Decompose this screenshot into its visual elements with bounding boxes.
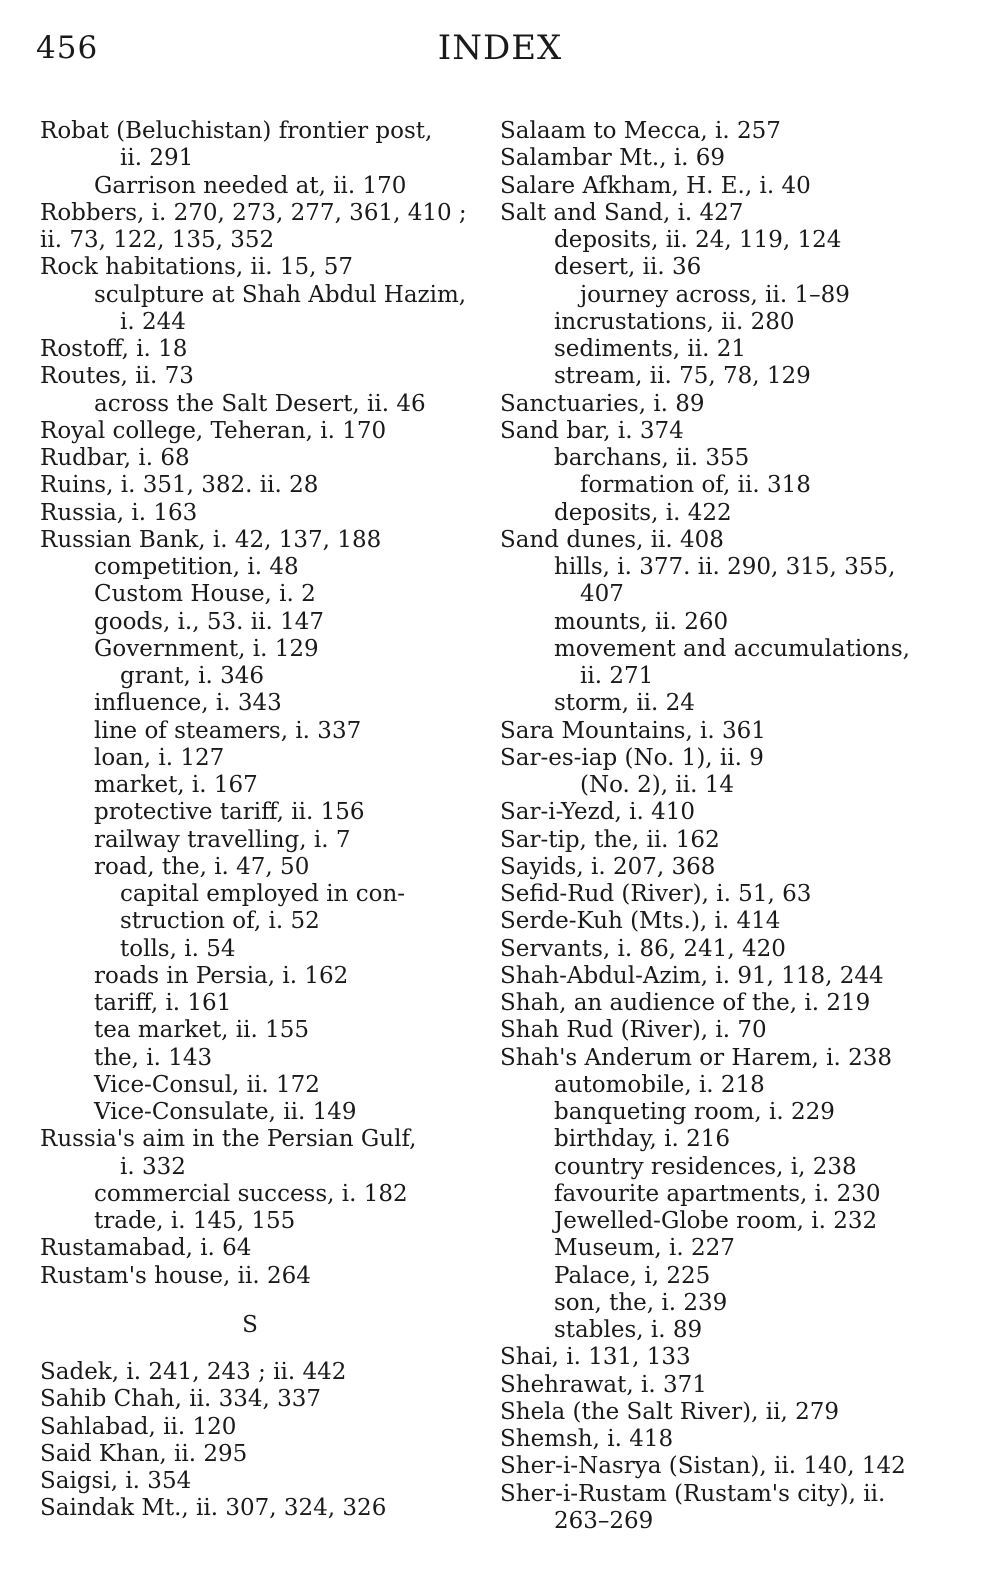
index-entry: market, i. 167 <box>94 772 258 798</box>
index-entry: Saigsi, i. 354 <box>40 1468 192 1494</box>
index-entries-r <box>40 118 480 1290</box>
index-entry: roads in Persia, i. 162 <box>94 962 349 989</box>
index-entry: Sahib Chah, ii. 334, 337 <box>40 1386 321 1413</box>
index-entry: birthday, i. 216 <box>554 1126 731 1153</box>
index-entry: Rustamabad, i. 64 <box>40 1235 252 1262</box>
index-entry: Jewelled-Globe room, i. 232 <box>554 1208 878 1234</box>
index-entry: Sayids, i. 207, 368 <box>500 853 716 880</box>
index-entry: favourite apartments, i. 230 <box>554 1180 881 1207</box>
index-entry: tea market, ii. 155 <box>94 1017 310 1044</box>
index-entry: Rostoff, i. 18 <box>40 336 188 362</box>
index-entry: hills, i. 377. ii. 290, 315, 355, <box>554 554 896 580</box>
index-entry: struction of, i. 52 <box>120 908 320 935</box>
index-entry: Vice-Consul, ii. 172 <box>94 1071 320 1098</box>
index-entries-s <box>40 1359 480 1523</box>
index-entry: goods, i., 53. ii. 147 <box>94 608 324 635</box>
index-entry: Palace, i, 225 <box>554 1262 711 1289</box>
index-entry: Sar-i-Yezd, i. 410 <box>500 799 695 826</box>
index-entry: Sefid-Rud (River), i. 51, 63 <box>500 881 812 907</box>
index-entry: mounts, ii. 260 <box>554 608 729 635</box>
index-entry: capital employed in con- <box>120 881 406 907</box>
index-entry: influence, i. 343 <box>94 690 282 717</box>
index-entry: i. 244 <box>120 308 186 335</box>
index-entry: Salambar Mt., i. 69 <box>500 145 726 172</box>
index-entry: Museum, i. 227 <box>554 1235 735 1262</box>
index-entry: Salaam to Mecca, i. 257 <box>500 118 781 144</box>
index-entry: Robbers, i. 270, 273, 277, 361, 410 ; <box>40 199 467 226</box>
index-entry: deposits, i. 422 <box>554 499 732 526</box>
index-entry: Robat (Beluchistan) frontier post, <box>40 118 433 144</box>
index-entry: commercial success, i. 182 <box>94 1180 408 1207</box>
index-entry: i. 332 <box>120 1153 186 1180</box>
index-entry: Shah Rud (River), i. 70 <box>500 1017 767 1044</box>
index-entry: Salare Afkham, H. E., i. 40 <box>500 172 811 199</box>
index-entry: Russia, i. 163 <box>40 499 198 526</box>
index-entry: formation of, ii. 318 <box>580 472 811 499</box>
section-letter: S <box>242 1311 258 1338</box>
index-entry: ii. 271 <box>580 663 654 689</box>
index-entry: Serde-Kuh (Mts.), i. 414 <box>500 908 781 935</box>
page-number: 456 <box>36 30 99 66</box>
index-entry: road, the, i. 47, 50 <box>94 853 310 880</box>
index-entry: ii. 73, 122, 135, 352 <box>40 227 275 253</box>
index-entry: 407 <box>580 581 624 608</box>
index-column-left <box>40 118 480 1523</box>
index-entry: incrustations, ii. 280 <box>554 308 795 335</box>
index-entry: Saindak Mt., ii. 307, 324, 326 <box>40 1495 387 1522</box>
index-entry: sculpture at Shah Abdul Hazim, <box>94 281 467 308</box>
index-entry: Ruins, i. 351, 382. ii. 28 <box>40 472 319 499</box>
index-entry: Sadek, i. 241, 243 ; ii. 442 <box>40 1359 347 1385</box>
index-entry: competition, i. 48 <box>94 554 299 580</box>
index-entry: tariff, i. 161 <box>94 990 232 1016</box>
index-entry: Sahlabad, ii. 120 <box>40 1413 237 1440</box>
index-entry: deposits, ii. 24, 119, 124 <box>554 227 842 253</box>
index-entry: the, i. 143 <box>94 1044 213 1071</box>
index-entry: ii. 291 <box>120 145 194 172</box>
index-entry: Shah-Abdul-Azim, i. 91, 118, 244 <box>500 962 884 989</box>
index-entry: Russia's aim in the Persian Gulf, <box>40 1126 417 1153</box>
index-entry: automobile, i. 218 <box>554 1071 765 1098</box>
index-entry: loan, i. 127 <box>94 744 225 771</box>
index-entry: grant, i. 346 <box>120 663 264 689</box>
index-entry: Sand bar, i. 374 <box>500 417 684 444</box>
index-entry: Sher-i-Rustam (Rustam's city), ii. <box>500 1480 886 1507</box>
index-entry: banqueting room, i. 229 <box>554 1099 835 1125</box>
index-entry: Custom House, i. 2 <box>94 581 316 608</box>
index-entry: Shehrawat, i. 371 <box>500 1371 707 1398</box>
index-entry: Routes, ii. 73 <box>40 363 194 390</box>
index-entry: stables, i. 89 <box>554 1317 703 1343</box>
index-entries-s-continued <box>500 118 940 1535</box>
index-entry: railway travelling, i. 7 <box>94 826 351 853</box>
index-entry: Shemsh, i. 418 <box>500 1426 674 1452</box>
index-entry: Rustam's house, ii. 264 <box>40 1262 311 1289</box>
index-entry: son, the, i. 239 <box>554 1289 728 1316</box>
index-entry: Salt and Sand, i. 427 <box>500 199 744 226</box>
index-entry: Rudbar, i. 68 <box>40 445 190 471</box>
index-entry: Sar-tip, the, ii. 162 <box>500 826 720 853</box>
index-entry: Shai, i. 131, 133 <box>500 1344 691 1371</box>
index-entry: Shah's Anderum or Harem, i. 238 <box>500 1044 893 1071</box>
index-entry: barchans, ii. 355 <box>554 445 750 471</box>
index-entry: trade, i. 145, 155 <box>94 1208 296 1234</box>
index-entry: country residences, i, 238 <box>554 1153 857 1180</box>
index-entry: sediments, ii. 21 <box>554 336 746 362</box>
index-entry: Shela (the Salt River), ii, 279 <box>500 1398 839 1425</box>
index-entry: Said Khan, ii. 295 <box>40 1440 248 1467</box>
index-entry: Servants, i. 86, 241, 420 <box>500 935 786 962</box>
index-entry: Government, i. 129 <box>94 635 319 662</box>
index-entry: stream, ii. 75, 78, 129 <box>554 363 811 390</box>
index-entry: desert, ii. 36 <box>554 254 702 281</box>
index-entry: Garrison needed at, ii. 170 <box>94 172 407 199</box>
index-entry: line of steamers, i. 337 <box>94 717 362 744</box>
index-entry: movement and accumulations, <box>554 635 910 662</box>
index-entry: tolls, i. 54 <box>120 935 236 962</box>
index-entry: Rock habitations, ii. 15, 57 <box>40 254 354 281</box>
index-entry: Sher-i-Nasrya (Sistan), ii. 140, 142 <box>500 1453 906 1480</box>
index-entry: storm, ii. 24 <box>554 690 695 717</box>
page-title: INDEX <box>437 28 563 68</box>
index-entry: across the Salt Desert, ii. 46 <box>94 390 426 417</box>
index-entry: 263–269 <box>554 1507 654 1534</box>
index-entry: journey across, ii. 1–89 <box>580 281 850 308</box>
index-entry: Vice-Consulate, ii. 149 <box>94 1099 357 1125</box>
index-entry: (No. 2), ii. 14 <box>580 772 734 798</box>
index-entry: protective tariff, ii. 156 <box>94 799 365 826</box>
index-entry: Sanctuaries, i. 89 <box>500 390 705 417</box>
index-entry: Sand dunes, ii. 408 <box>500 526 724 553</box>
index-entry: Sar-es-iap (No. 1), ii. 9 <box>500 744 764 771</box>
index-entry: Royal college, Teheran, i. 170 <box>40 417 387 444</box>
index-column-right <box>500 118 940 1535</box>
index-entry: Sara Mountains, i. 361 <box>500 717 766 744</box>
index-entry: Russian Bank, i. 42, 137, 188 <box>40 526 382 553</box>
index-entry: Shah, an audience of the, i. 219 <box>500 990 871 1016</box>
